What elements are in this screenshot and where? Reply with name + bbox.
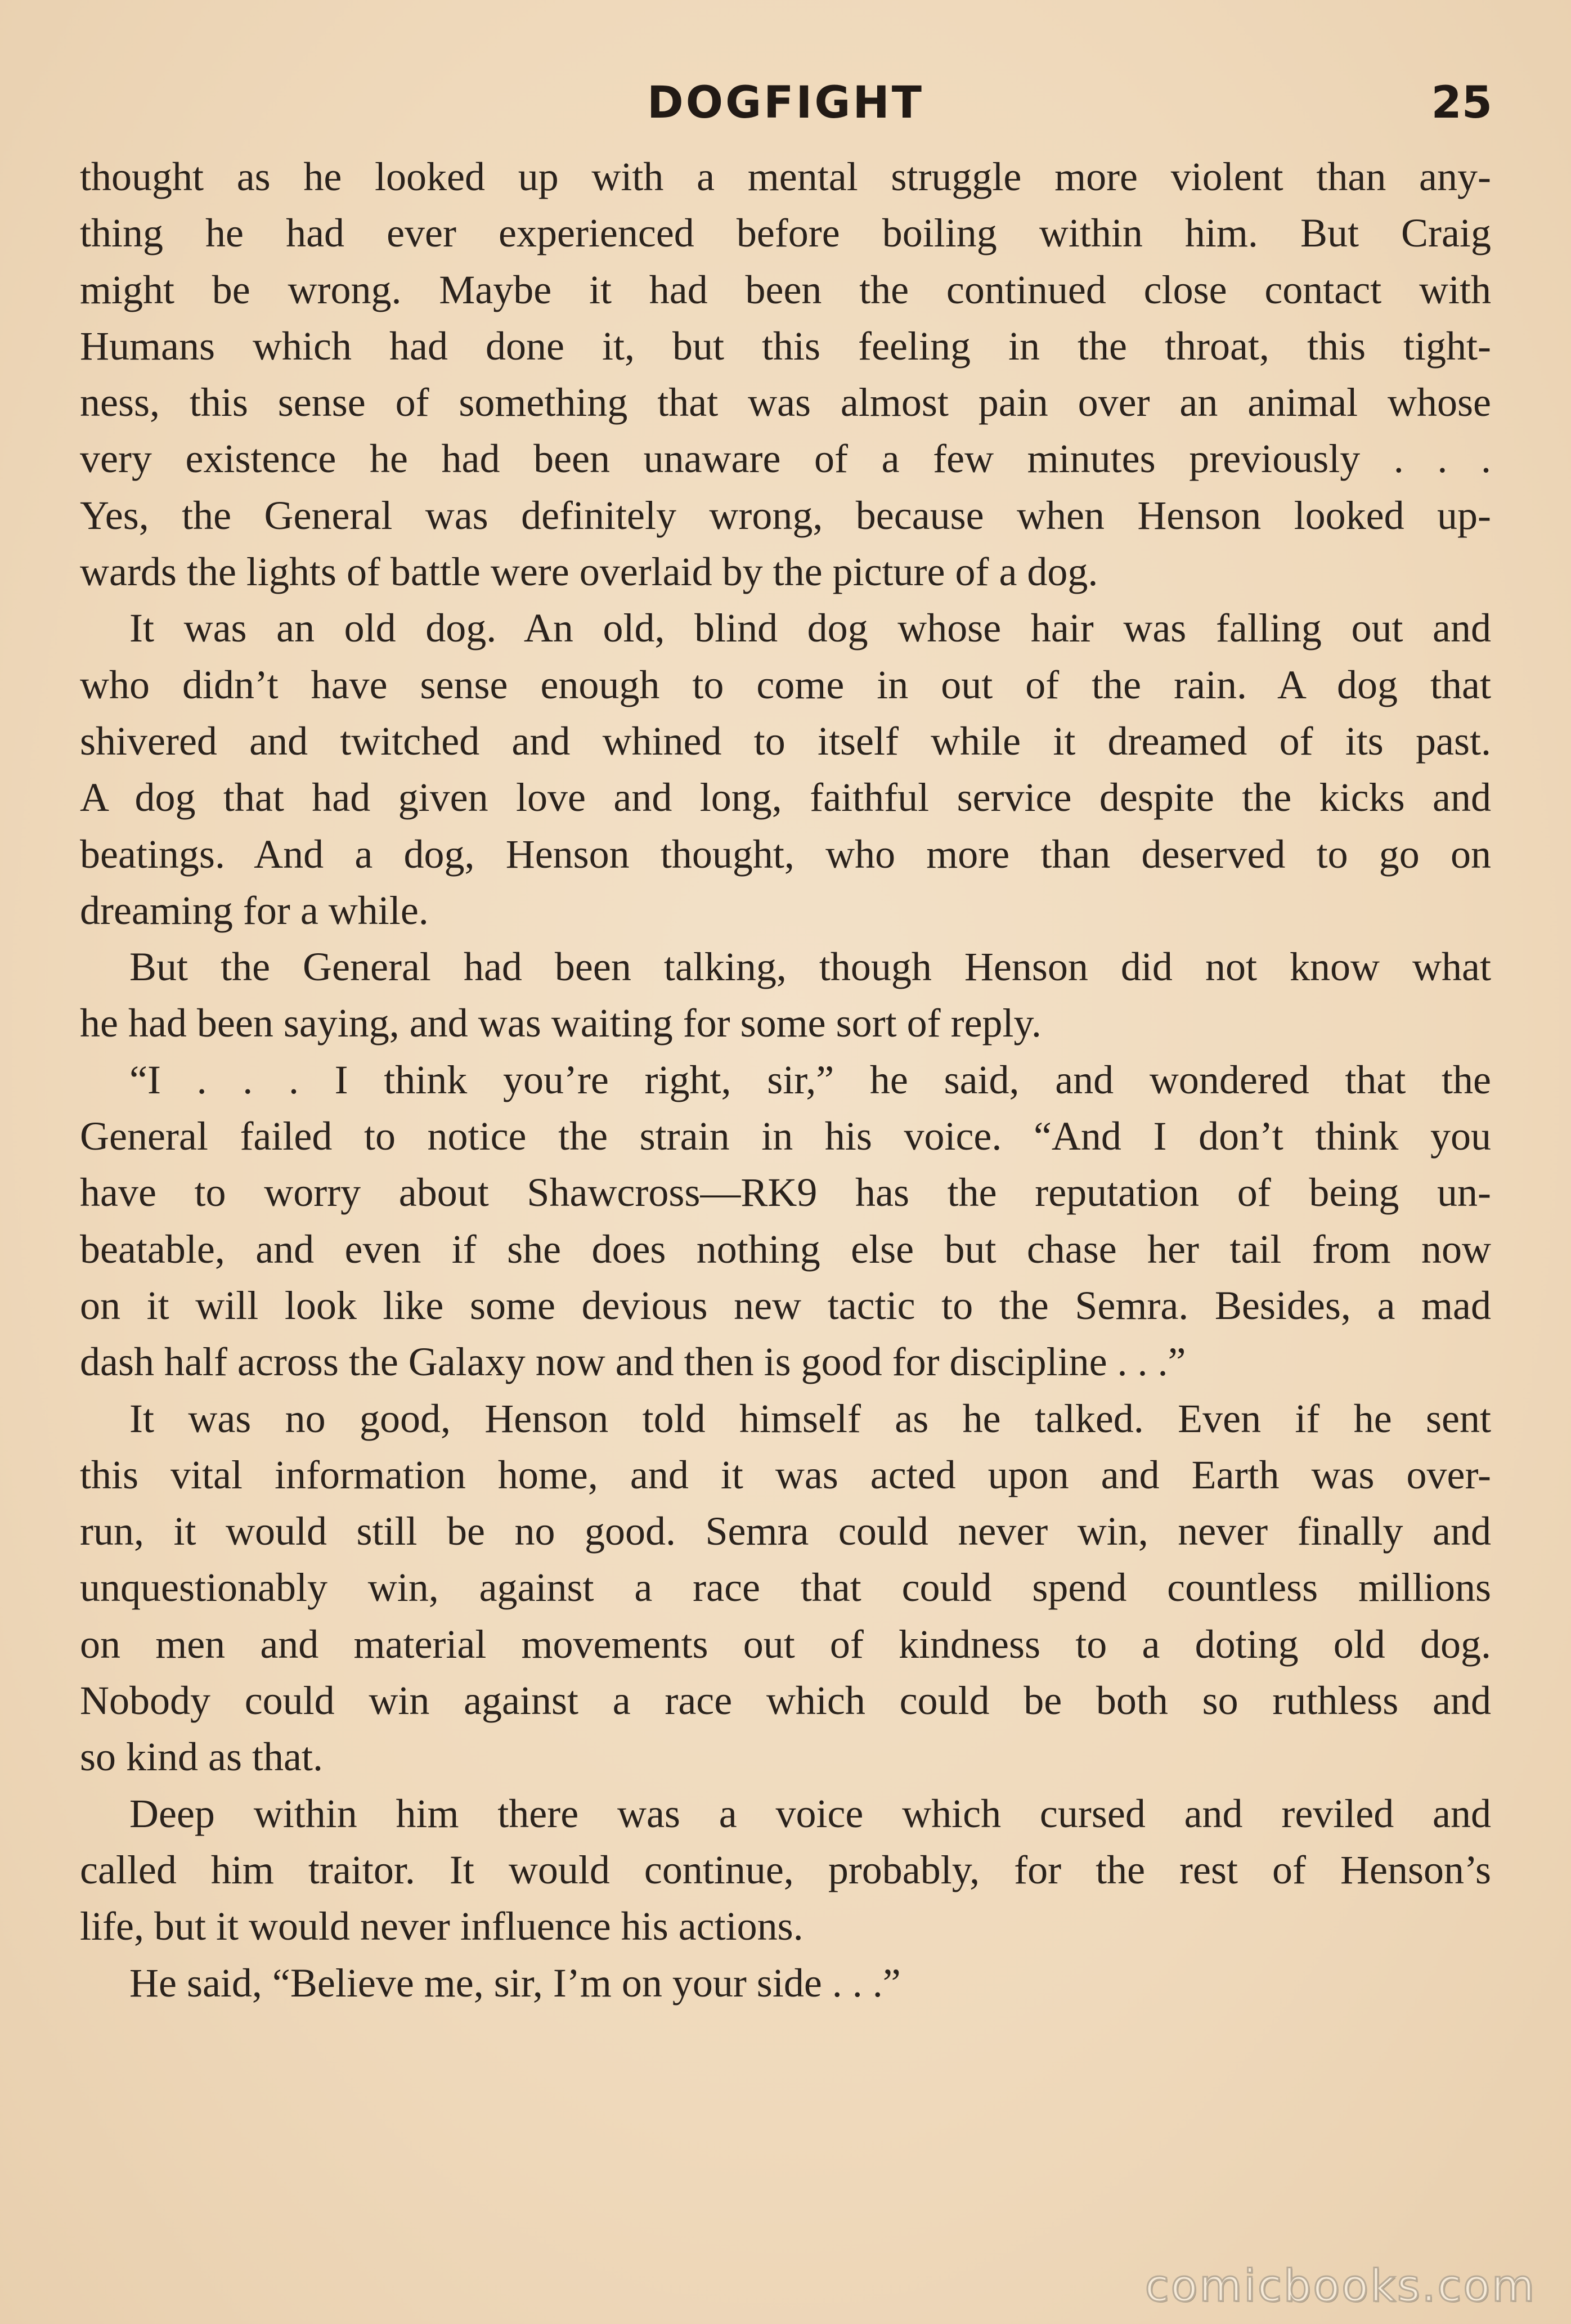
text-line: on men and material movements out of kindness to a doting old dog. <box>80 1621 1491 1667</box>
text-line: run, it would still be no good. Semra could never win, never finally and <box>80 1509 1491 1554</box>
text-line: thing he had ever experienced before boiling within him. But Craig <box>80 210 1491 256</box>
text-line: so kind as that. <box>80 1734 323 1780</box>
text-line: who didn’t have sense enough to come in out of the rain. A dog that <box>80 662 1491 707</box>
text-line: Deep within him there was a voice which cursed and reviled and <box>129 1791 1491 1836</box>
text-line: life, but it would never influence his actions. <box>80 1904 804 1949</box>
source-watermark: comicbooks.com <box>1144 2261 1536 2312</box>
running-head <box>79 72 1492 134</box>
text-line: “I . . . I think you’re right, sir,” he said, and wondered that the <box>129 1057 1491 1102</box>
text-line: General failed to notice the strain in his voice. “And I don’t think you <box>80 1114 1491 1159</box>
text-line: A dog that had given love and long, faithful service despite the kicks and <box>80 775 1491 820</box>
text-line: wards the lights of battle were overlaid by the picture of a dog. <box>80 549 1098 595</box>
text-line: Nobody could win against a race which could be both so ruthless and <box>80 1678 1491 1724</box>
text-line: beatable, and even if she does nothing else but chase her tail from now <box>80 1226 1491 1272</box>
text-line: called him traitor. It would continue, probably, for the rest of Henson’s <box>80 1847 1491 1892</box>
page-number: 25 <box>1431 78 1492 128</box>
text-line: he had been saying, and was waiting for some sort of reply. <box>80 1001 1042 1046</box>
text-line: beatings. And a dog, Henson thought, who more than deserved to go on <box>80 831 1491 877</box>
text-line: very existence he had been unaware of a few minutes previously . . . <box>80 436 1491 482</box>
text-line: unquestionably win, against a race that could spend countless millions <box>80 1565 1491 1610</box>
text-line: dreaming for a while. <box>80 887 429 933</box>
text-line: It was an old dog. An old, blind dog whose hair was falling out and <box>129 605 1491 651</box>
text-line: dash half across the Galaxy now and then is good for discipline . . .” <box>80 1339 1186 1385</box>
text-line: Humans which had done it, but this feeling in the throat, this tight- <box>80 323 1491 369</box>
body-text <box>80 149 1491 2011</box>
text-line: this vital information home, and it was acted upon and Earth was over- <box>80 1452 1491 1497</box>
text-line: ness, this sense of something that was almost pain over an animal whose <box>80 380 1491 425</box>
text-line: on it will look like some devious new tactic to the Semra. Besides, a mad <box>80 1282 1491 1328</box>
text-line: have to worry about Shawcross—RK9 has the reputation of being un- <box>80 1170 1491 1215</box>
text-line: He said, “Believe me, sir, I’m on your side . . .” <box>129 1960 901 2006</box>
text-line: Yes, the General was definitely wrong, because when Henson looked up- <box>80 492 1491 538</box>
text-line: thought as he looked up with a mental struggle more violent than any- <box>80 154 1491 199</box>
chapter-title: DOGFIGHT <box>647 78 924 128</box>
text-line: But the General had been talking, though Henson did not know what <box>129 944 1491 990</box>
text-line: It was no good, Henson told himself as he talked. Even if he sent <box>129 1396 1491 1441</box>
text-line: shivered and twitched and whined to itself while it dreamed of its past. <box>80 718 1491 764</box>
text-line: might be wrong. Maybe it had been the continued close contact with <box>80 267 1491 312</box>
